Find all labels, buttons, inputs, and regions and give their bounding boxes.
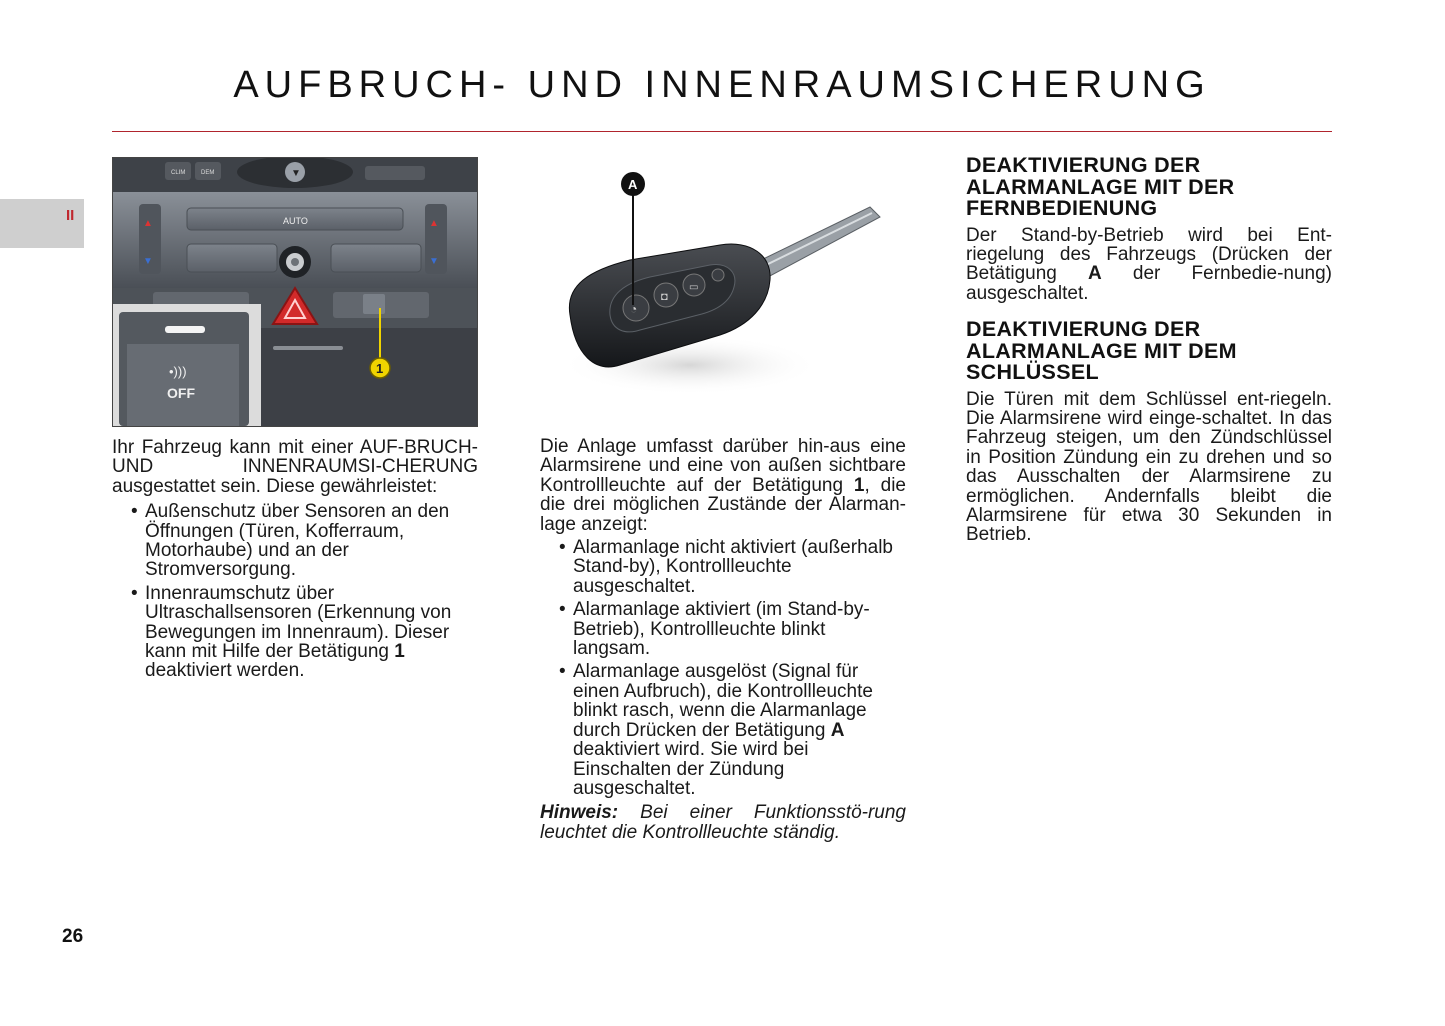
list-item <box>112 502 478 580</box>
paragraph-text: , die die drei möglichen Zustände der Alarman-lage anzeigt: <box>540 474 906 535</box>
intro-paragraph: Ihr Fahrzeug kann mit einer AUF-BRUCH- UND INNENRAUMSI-CHERUNG ausgestattet sein. Diese gewährleistet: <box>112 437 478 497</box>
console-button-label: CLIM <box>171 170 186 176</box>
control-reference: 1 <box>853 474 865 496</box>
section-heading: DEAKTIVIERUNG DER ALARMANLAGE MIT DEM SCHLÜSSEL <box>966 317 1237 385</box>
off-label: OFF <box>167 385 195 401</box>
unlock-icon: ◔ <box>630 302 638 316</box>
trunk-icon: ▭ <box>689 282 699 293</box>
control-reference: 1 <box>394 641 405 663</box>
list-item <box>112 584 478 681</box>
ultrasound-icon: •))) <box>169 364 187 379</box>
temp-up-icon: ▲ <box>429 218 439 229</box>
bullet-icon: • <box>131 501 138 523</box>
control-reference: A <box>830 719 845 741</box>
bullet-icon: • <box>559 537 566 559</box>
status-list <box>540 538 906 798</box>
list-item-text: Außenschutz über Sensoren an den Öffnungen (Türen, Kofferraum, Motorhaube) und an der Stromversorgung. <box>145 501 450 581</box>
paragraph-text: Die Anlage umfasst darüber hin-aus eine Alarmsirene und eine von außen sichtbare Kontrollleuchte auf der Betätigung <box>540 436 906 496</box>
list-item-text: Alarmanlage nicht aktiviert (außerhalb Stand-by), Kontrollleuchte ausgeschaltet. <box>573 537 893 597</box>
callout-label: 1 <box>376 361 384 376</box>
paragraph-text: der Fernbedie-nung) ausgeschaltet. <box>966 263 1332 304</box>
console-figure <box>112 157 478 427</box>
bullet-icon: • <box>559 661 566 683</box>
page-number: 26 <box>62 926 84 947</box>
protection-list <box>112 502 478 681</box>
temp-down-icon: ▼ <box>143 256 153 267</box>
section-heading: DEAKTIVIERUNG DER ALARMANLAGE MIT DER FERNBEDIENUNG <box>966 153 1235 220</box>
indicator-light <box>165 326 205 333</box>
console-button-label: DEM <box>201 170 215 176</box>
list-item <box>540 662 906 798</box>
temp-down-icon: ▼ <box>429 256 439 267</box>
column-3 <box>966 155 1332 545</box>
section-tab <box>0 199 84 248</box>
remote-paragraph <box>966 226 1332 304</box>
list-item-text: deaktiviert wird. Sie wird bei Einschalten der Zündung ausgeschaltet. <box>573 739 809 799</box>
callout-label: A <box>628 177 638 192</box>
note-paragraph <box>540 803 906 842</box>
list-item-text: Alarmanlage ausgelöst (Signal für einen Aufbruch), die Kontrollleuchte blinkt rasch, wenn die Alarmanlage durch Drücken der Betätigung <box>573 661 873 741</box>
column-1 <box>112 438 478 685</box>
section-tab-label: II <box>66 207 75 224</box>
auto-label: AUTO <box>283 216 308 226</box>
list-item-text: Innenraumschutz über Ultraschallsensoren (Erkennung von Bewegungen im Innenraum). Dieser kann mit Hilfe der Betätigung <box>145 582 452 663</box>
control-reference: A <box>1088 263 1102 285</box>
paragraph-text: Der Stand-by-Betrieb wird bei Ent-riegelung des Fahrzeugs (Drücken der Betätigung <box>966 224 1332 285</box>
list-item-text: Alarmanlage aktiviert (im Stand-by-Betrieb), Kontrollleuchte blinkt langsam. <box>573 599 870 660</box>
list-item <box>540 600 906 658</box>
lock-icon: ◘ <box>661 291 668 303</box>
bullet-icon: • <box>131 582 138 604</box>
key-paragraph: Die Türen mit dem Schlüssel ent-riegeln. Die Alarmsirene wird einge-schaltet. In das Fahrzeug steigen, um den Zündschlüssel in Position Zündung ein zu drehen und so das Ausschalten der Alarmsirene zu ermöglichen. Andernfalls bleibt die Alarmsirene für etwa 30 Sekunden in Betrieb. <box>966 388 1332 546</box>
title-divider <box>112 131 1332 132</box>
alarm-button <box>363 294 385 314</box>
note-label: Hinweis: <box>540 802 619 824</box>
bullet-icon: • <box>559 599 566 621</box>
list-item-text: deaktiviert werden. <box>145 660 305 682</box>
console-illustration <box>113 158 477 426</box>
key-figure <box>540 165 906 405</box>
column-2 <box>540 437 906 842</box>
list-item <box>540 538 906 596</box>
intro-paragraph <box>540 437 906 534</box>
page-title: AUFBRUCH- UND INNENRAUMSICHERUNG <box>233 64 1211 106</box>
chevron-down-icon: ▼ <box>291 168 301 179</box>
temp-up-icon: ▲ <box>143 218 153 229</box>
key-illustration <box>540 165 906 405</box>
note-text: Bei einer Funktionsstö-rung leuchtet die Kontrollleuchte ständig. <box>540 802 906 843</box>
